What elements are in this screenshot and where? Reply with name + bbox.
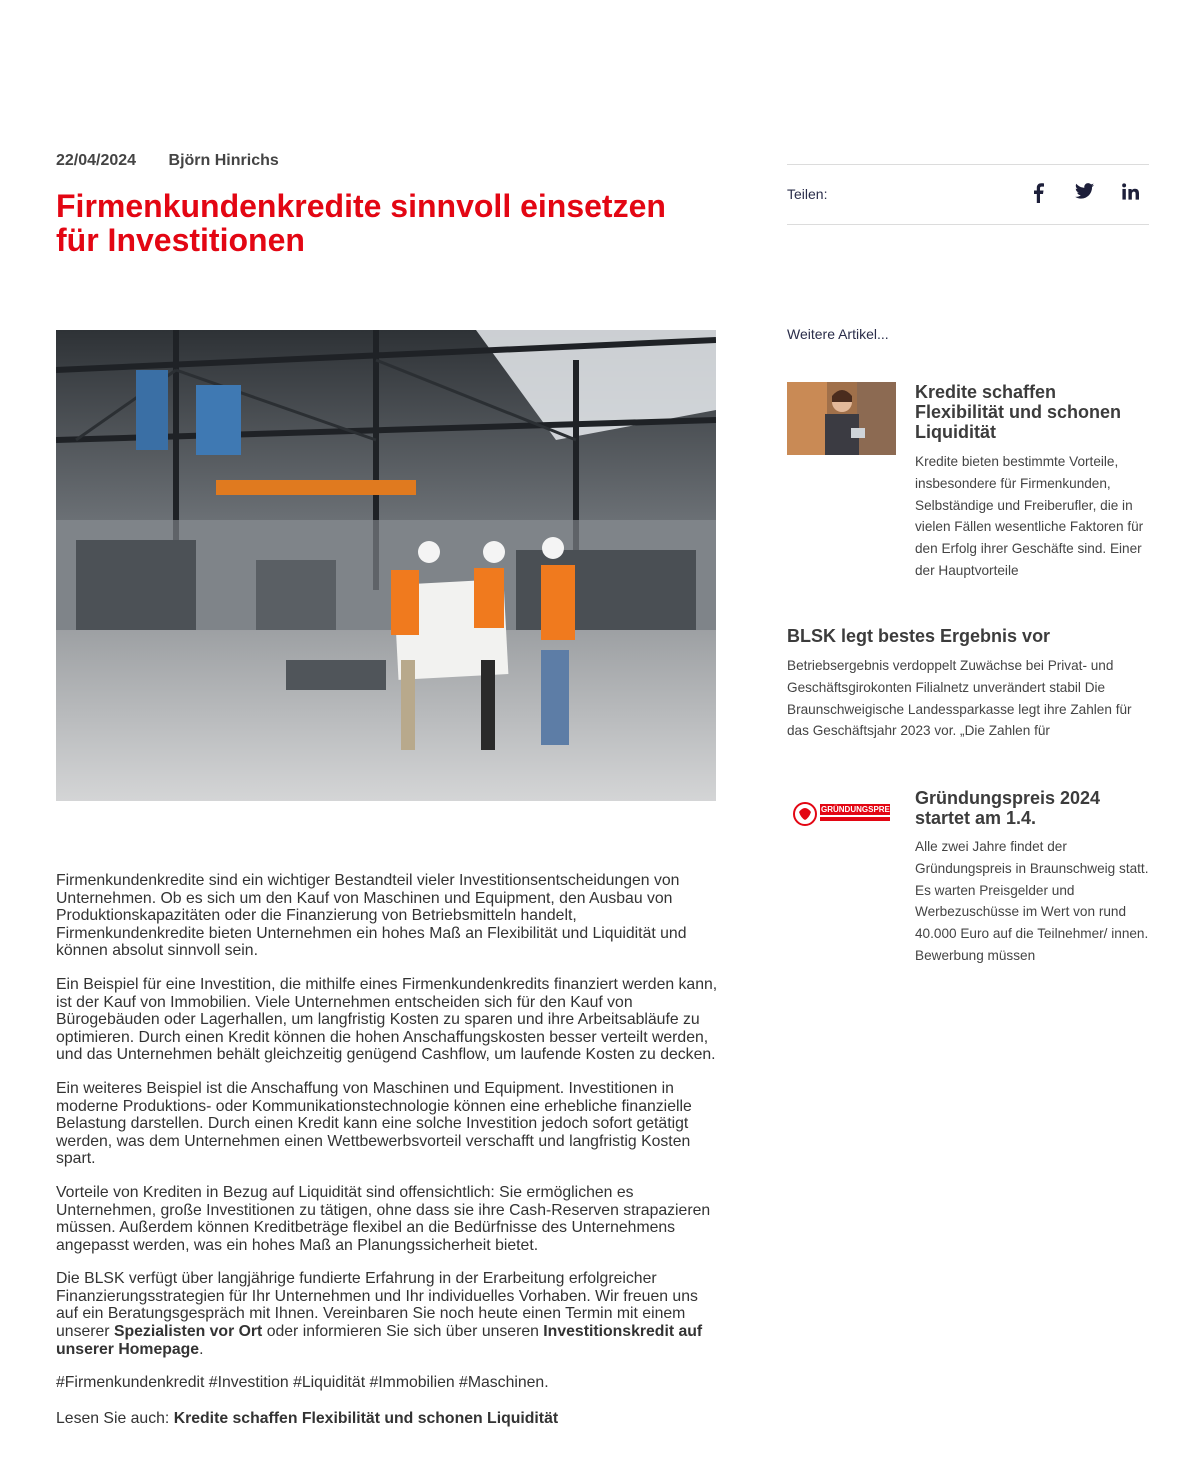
gruendungspreis-logo xyxy=(787,790,896,863)
linkedin-icon[interactable] xyxy=(1121,183,1139,205)
article-body xyxy=(56,872,721,1443)
article-hero-image xyxy=(56,330,716,801)
share-bar xyxy=(787,164,1149,225)
card-title[interactable]: Gründungspreis 2024 startet am 1.4. xyxy=(915,788,1101,828)
investment-credit-link[interactable]: Investitionskredit auf unserer Homepage xyxy=(56,1323,703,1358)
article-paragraph: Ein weiteres Beispiel ist die Anschaffung von Maschinen und Equipment. Investitionen in moderne Produktions- oder Kommunikationstechnologie können eine erhebliche finanzielle Belastung darstellen. Durch einen Kredit kann eine solche Investition jedoch sofort getätigt werden, was dem Unternehmen einen Wettbewerbsvorteil verschafft und langfristig Kosten spart. xyxy=(56,1079,692,1168)
article-meta xyxy=(56,152,307,170)
card-thumbnail-gruendungspreis[interactable] xyxy=(787,790,896,863)
card-thumbnail-credit[interactable] xyxy=(787,382,896,455)
share-icons xyxy=(1029,183,1139,205)
read-also: Lesen Sie auch: Kredite schaffen Flexibilität und schonen Liquidität xyxy=(56,1409,559,1427)
share-label: Teilen: xyxy=(787,186,828,202)
more-articles-label: Weitere Artikel... xyxy=(787,326,889,342)
twitter-icon[interactable] xyxy=(1075,183,1093,205)
article-hashtags: #Firmenkundenkredit #Investition #Liquidität #Immobilien #Maschinen. xyxy=(56,1374,549,1392)
specialists-link[interactable]: Spezialisten vor Ort xyxy=(113,1323,263,1341)
article-paragraph: Firmenkundenkredite sind ein wichtiger Bestandteil vieler Investitionsentscheidungen von Unternehmen. Ob es sich um den Kauf von Maschinen und Equipment, den Ausbau von Produktionskapazitäten oder die Finanzierung von Betriebsmitteln handelt, Firmenkundenkredite bieten Unternehmen ein hohes Maß an Flexibilität und Liquidität und können absolut sinnvoll sein. xyxy=(56,872,687,960)
article-title: Firmenkundenkredite sinnvoll einsetzen für Investitionen xyxy=(56,188,666,258)
facebook-icon[interactable] xyxy=(1029,183,1047,205)
card-title[interactable]: Kredite schaffen Flexibilität und schonen Liquidität xyxy=(915,382,1122,442)
card-title[interactable]: BLSK legt bestes Ergebnis vor xyxy=(787,626,1051,646)
industrial-hall-photo xyxy=(56,330,716,801)
read-also-link[interactable]: Kredite schaffen Flexibilität und schonen Liquidität xyxy=(173,1409,559,1427)
article-date: 22/04/2024 xyxy=(56,152,137,169)
article-paragraph: Ein Beispiel für eine Investition, die mithilfe eines Firmenkundenkredits finanziert werden kann, ist der Kauf von Immobilien. Viele Unternehmen entscheiden sich für den Kauf von Bürogebäuden oder Lagerhallen, um langfristig Kosten zu sparen und ihre Arbeitsabläufe zu optimieren. Durch einen Kredit können die hohen Anschaffungskosten besser verteilt werden, und das Unternehmen behält gleichzeitig genügend Cashflow, um laufende Kosten zu decken. xyxy=(56,975,718,1064)
article-paragraph: Vorteile von Krediten in Bezug auf Liquidität sind offensichtlich: Sie ermöglichen es Unternehmen, große Investitionen zu tätigen, ohne dass sie ihre Cash-Reserven strapazieren müssen. Außerdem können Kreditbeträge flexibel an die Bedürfnisse des Unternehmens angepasst werden, was ein hohes Maß an Planungssicherheit bietet. xyxy=(56,1183,711,1254)
card-text: Kredite bieten bestimmte Vorteile, insbesondere für Firmenkunden, Selbständige und Freiberufler, die in vielen Fällen wesentliche Faktoren für den Erfolg ihrer Geschäfte sind. Einer der Hauptvorteile xyxy=(915,454,1144,578)
card-text: Alle zwei Jahre findet der Gründungspreis in Braunschweig statt. Es warten Preisgelder und Werbezuschüsse im Wert von rund 40.000 Euro auf die Teilnehmer/ innen. Bewerbung müssen xyxy=(915,839,1149,963)
businesswoman-photo xyxy=(787,382,896,455)
article-author: Björn Hinrichs xyxy=(168,152,279,169)
gruendungspreis-logo-text: GRÜNDUNGSPREIS xyxy=(821,805,898,814)
article-closing-paragraph: Die BLSK verfügt über langjährige fundierte Erfahrung in der Erarbeitung erfolgreicher Finanzierungsstrategien für Ihr Unternehmen und Ihr individuelles Vorhaben. Wir freuen uns auf ein Beratungsgespräch mit Ihnen. Vereinbaren Sie noch heute einen Termin mit einem unserer Spezialisten vor Ort oder informieren Sie sich über unseren Investitionskredit auf unserer Homepage. xyxy=(56,1270,703,1358)
card-text: Betriebsergebnis verdoppelt Zuwächse bei Privat- und Geschäftsgirokonten Filialnetz unverändert stabil Die Braunschweigische Landessparkasse legt ihre Zahlen für das Geschäftsjahr 2023 vor. „Die Zahlen für xyxy=(787,658,1132,739)
